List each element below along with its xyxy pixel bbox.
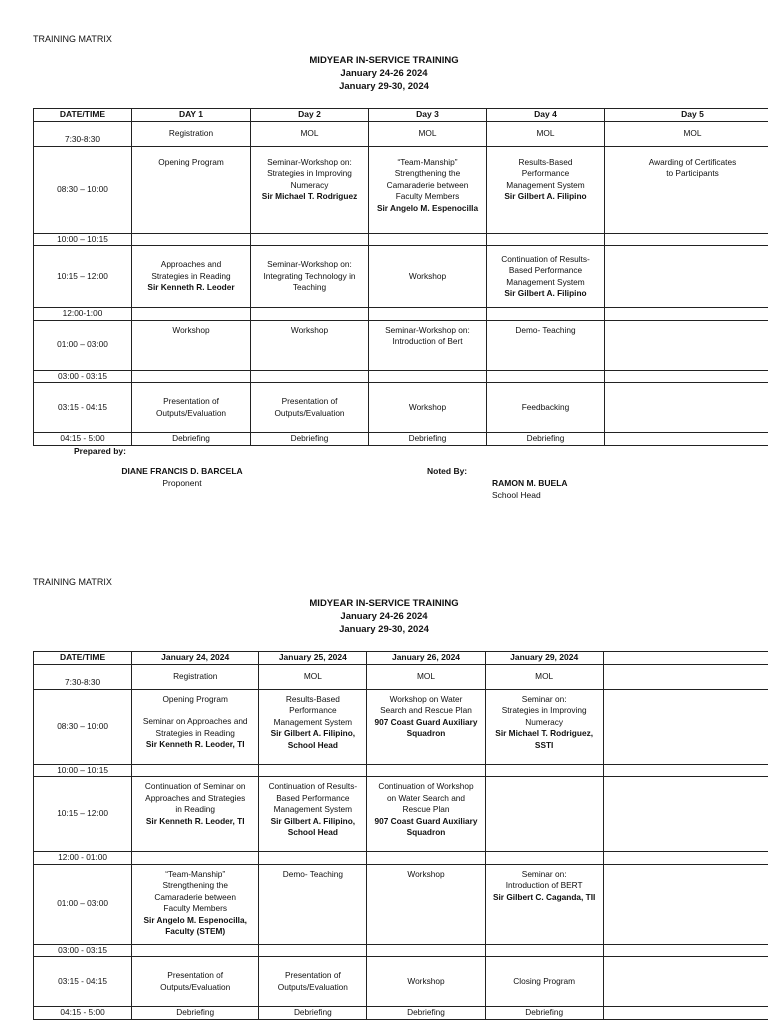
session-cell xyxy=(132,864,259,944)
facilitator-name: School Head xyxy=(287,739,338,750)
time-slot-cell: 10:00 – 10:15 xyxy=(34,233,132,246)
session-cell xyxy=(259,852,367,865)
session-text: MOL xyxy=(536,127,555,138)
training-matrix-label: TRAINING MATRIX xyxy=(33,577,112,587)
session-text: Debriefing xyxy=(290,433,329,443)
facilitator-name: Faculty (STEM) xyxy=(165,926,226,936)
schedule-row xyxy=(34,957,768,1007)
schedule-row xyxy=(34,1007,768,1020)
session-text: Results-Based xyxy=(285,693,340,704)
training-title: MIDYEAR IN-SERVICE TRAINING xyxy=(309,598,459,609)
session-text: in Reading xyxy=(175,804,216,814)
session-text: “Team-Manship” xyxy=(165,868,226,879)
session-cell xyxy=(367,864,485,944)
session-cell xyxy=(369,246,487,308)
time-slot-cell: 03:15 - 04:15 xyxy=(34,957,132,1007)
facilitator-name: SSTI xyxy=(534,739,554,750)
schedule-row xyxy=(34,944,768,957)
schedule-row xyxy=(34,121,768,146)
session-cell xyxy=(605,383,768,433)
time-slot-cell: 03:15 - 04:15 xyxy=(34,383,132,433)
prepared-by-name: DIANE FRANCIS D. BARCELA xyxy=(121,466,243,476)
session-text: to Participants xyxy=(666,168,719,178)
time-slot-cell: 10:15 – 12:00 xyxy=(34,777,132,852)
session-text: Workshop xyxy=(408,270,447,281)
time-slot-cell: 10:15 – 12:00 xyxy=(34,246,132,308)
session-cell xyxy=(487,146,605,233)
session-text: Seminar-Workshop on: xyxy=(267,259,352,270)
session-cell xyxy=(132,957,259,1007)
time-slot-cell: 03:00 - 03:15 xyxy=(34,944,132,957)
session-text: Outputs/Evaluation xyxy=(277,981,348,992)
schedule-row xyxy=(34,777,768,852)
session-text: Strengthening the xyxy=(162,880,228,890)
session-text: Workshop xyxy=(407,868,445,879)
session-cell xyxy=(259,664,367,689)
session-cell xyxy=(487,370,605,383)
session-cell xyxy=(369,146,487,233)
facilitator-name: Sir Angelo M. Espenocilla xyxy=(376,202,479,213)
session-cell xyxy=(367,852,485,865)
session-cell xyxy=(132,370,251,383)
session-text: Continuation of Workshop xyxy=(378,781,474,791)
session-cell xyxy=(605,246,768,308)
session-cell xyxy=(132,777,259,852)
session-cell xyxy=(132,320,251,370)
session-text: Numeracy xyxy=(525,716,564,727)
session-text: Outputs/Evaluation xyxy=(160,981,231,992)
session-cell xyxy=(605,146,768,233)
column-header-day-2: January 25, 2024 xyxy=(259,652,367,665)
session-text: MOL xyxy=(303,670,322,681)
session-cell xyxy=(132,121,251,146)
session-cell xyxy=(259,689,367,764)
facilitator-name: Sir Gilbert A. Filipino xyxy=(504,191,587,201)
session-text: Continuation of Results- xyxy=(501,253,590,264)
facilitator-name: 907 Coast Guard Auxiliary xyxy=(374,815,478,826)
column-header-day-1: January 24, 2024 xyxy=(132,652,259,665)
session-text: Management System xyxy=(506,276,585,287)
session-text: Approaches and xyxy=(160,259,222,270)
time-slot-cell: 04:15 - 5:00 xyxy=(34,433,132,446)
session-cell xyxy=(259,1007,367,1020)
session-text: Registration xyxy=(168,127,214,138)
noted-by-name: RAMON M. BUELA xyxy=(492,478,568,488)
session-text: Closing Program xyxy=(513,975,576,986)
training-title-block xyxy=(0,54,768,93)
session-cell xyxy=(487,246,605,308)
schedule-row xyxy=(34,689,768,764)
session-text: Seminar on: xyxy=(521,693,567,704)
session-cell xyxy=(251,433,369,446)
session-cell xyxy=(485,944,603,957)
facilitator-name: Squadron xyxy=(406,728,446,738)
prepared-by-role: Proponent xyxy=(162,478,202,488)
session-cell xyxy=(132,852,259,865)
facilitator-name: Sir Angelo M. Espenocilla, xyxy=(143,914,247,925)
time-slot-cell: 04:15 - 5:00 xyxy=(34,1007,132,1020)
session-cell xyxy=(603,777,768,852)
session-cell xyxy=(367,777,485,852)
time-slot-cell: 7:30-8:30 xyxy=(34,664,132,689)
session-cell xyxy=(369,383,487,433)
column-header-day-5: Day 5 xyxy=(605,109,768,122)
session-cell xyxy=(132,689,259,764)
session-cell xyxy=(132,146,251,233)
header-row xyxy=(34,109,768,122)
session-text: Continuation of Results- xyxy=(268,781,358,791)
session-text: MOL xyxy=(300,127,319,138)
session-cell xyxy=(485,664,603,689)
training-dates-line2: January 29-30, 2024 xyxy=(339,81,429,92)
session-cell xyxy=(605,370,768,383)
session-text: MOL xyxy=(535,670,554,681)
session-cell xyxy=(369,320,487,370)
session-cell xyxy=(251,233,369,246)
header-row xyxy=(34,652,768,665)
training-dates-line1: January 24-26 2024 xyxy=(340,611,428,622)
session-cell xyxy=(487,233,605,246)
schedule-row xyxy=(34,664,768,689)
schedule-row xyxy=(34,852,768,865)
session-cell xyxy=(603,1007,768,1020)
session-cell xyxy=(487,383,605,433)
time-slot-cell: 01:00 – 03:00 xyxy=(34,864,132,944)
session-cell xyxy=(367,764,485,777)
session-text: Rescue Plan xyxy=(402,804,450,814)
session-cell xyxy=(485,777,603,852)
training-title-block xyxy=(0,597,768,636)
session-text: Workshop xyxy=(408,401,447,412)
facilitator-name: Sir Gilbert A. Filipino, xyxy=(270,815,356,826)
session-text: Debriefing xyxy=(293,1007,332,1017)
session-cell xyxy=(487,308,605,321)
session-cell xyxy=(605,308,768,321)
session-cell xyxy=(369,308,487,321)
session-cell xyxy=(132,246,251,308)
column-header-date-time: DATE/TIME xyxy=(34,109,132,122)
session-cell xyxy=(369,121,487,146)
session-text: Demo- Teaching xyxy=(282,868,343,879)
session-cell xyxy=(132,308,251,321)
session-text: Presentation of xyxy=(163,396,219,406)
noted-by-label: Noted By: xyxy=(427,466,468,476)
time-slot-cell: 10:00 – 10:15 xyxy=(34,764,132,777)
session-cell xyxy=(367,944,485,957)
session-text: Debriefing xyxy=(407,1007,445,1017)
session-text: Teaching xyxy=(292,282,327,293)
training-dates-line1: January 24-26 2024 xyxy=(340,68,428,79)
session-cell xyxy=(605,433,768,446)
time-slot-cell: 08:30 – 10:00 xyxy=(34,689,132,764)
session-cell xyxy=(132,764,259,777)
session-text: Opening Program xyxy=(162,693,228,704)
session-text: Seminar on: xyxy=(521,868,567,879)
training-title: MIDYEAR IN-SERVICE TRAINING xyxy=(309,55,459,66)
facilitator-name: Sir Kenneth R. Leoder xyxy=(147,282,235,293)
session-text: Faculty Members xyxy=(163,903,228,913)
session-text: “Team-Manship” xyxy=(397,156,458,167)
facilitator-name: Sir Gilbert A. Filipino, xyxy=(270,728,356,738)
schedule-row xyxy=(34,320,768,370)
session-text: Integrating Technology in xyxy=(263,270,356,281)
session-cell xyxy=(603,764,768,777)
session-cell xyxy=(132,944,259,957)
facilitator-name: 907 Coast Guard Auxiliary xyxy=(374,716,478,727)
session-cell xyxy=(251,146,369,233)
session-cell xyxy=(603,852,768,865)
session-text: Management System xyxy=(273,804,353,814)
schedule-row xyxy=(34,764,768,777)
session-text: Introduction of BERT xyxy=(505,880,583,890)
session-text: Search and Rescue Plan xyxy=(380,705,472,715)
session-cell xyxy=(369,370,487,383)
session-cell xyxy=(367,1007,485,1020)
session-text: Outputs/Evaluation xyxy=(155,407,227,418)
session-text: Debriefing xyxy=(526,433,565,443)
schedule-row xyxy=(34,370,768,383)
session-cell xyxy=(605,233,768,246)
session-cell xyxy=(605,121,768,146)
training-dates-line2: January 29-30, 2024 xyxy=(339,624,429,635)
session-cell xyxy=(259,944,367,957)
session-text: Registration xyxy=(173,670,218,681)
session-text xyxy=(135,705,255,716)
session-cell xyxy=(485,689,603,764)
facilitator-name: Sir Michael T. Rodriguez xyxy=(261,191,358,201)
training-matrix-table xyxy=(33,108,768,446)
session-text: Feedbacking xyxy=(521,401,570,412)
session-text: Workshop xyxy=(172,324,210,335)
session-cell xyxy=(603,864,768,944)
session-cell xyxy=(132,1007,259,1020)
training-matrix-table xyxy=(33,651,768,1020)
session-cell xyxy=(485,957,603,1007)
facilitator-name: Sir Gilbert A. Filipino xyxy=(504,288,587,298)
session-cell xyxy=(132,383,251,433)
session-text: Demo- Teaching xyxy=(515,324,576,335)
schedule-row xyxy=(34,233,768,246)
facilitator-name: Sir Kenneth R. Leoder, TI xyxy=(145,815,245,826)
session-text: Approaches and Strategies xyxy=(145,792,246,803)
session-text: Presentation of xyxy=(281,396,338,406)
session-cell xyxy=(487,121,605,146)
session-text: Debriefing xyxy=(172,433,210,443)
session-cell xyxy=(132,664,259,689)
session-text: Camaraderie between xyxy=(154,891,237,902)
session-text: Seminar-Workshop on: xyxy=(267,156,352,167)
session-cell xyxy=(132,433,251,446)
session-text: Seminar on Approaches and xyxy=(142,716,248,726)
time-slot-cell: 03:00 - 03:15 xyxy=(34,370,132,383)
session-cell xyxy=(485,864,603,944)
session-text: Strategies in Reading xyxy=(151,270,231,281)
column-header-day-4: January 29, 2024 xyxy=(485,652,603,665)
time-slot-cell: 12:00 - 01:00 xyxy=(34,852,132,865)
facilitator-name: School Head xyxy=(287,827,338,837)
training-matrix-label: TRAINING MATRIX xyxy=(33,34,112,44)
session-cell xyxy=(259,864,367,944)
session-cell xyxy=(603,664,768,689)
column-header-day-5 xyxy=(603,652,768,665)
session-cell xyxy=(259,777,367,852)
session-cell xyxy=(603,944,768,957)
session-cell xyxy=(251,370,369,383)
session-cell xyxy=(369,233,487,246)
prepared-by-label: Prepared by: xyxy=(74,446,126,456)
column-header-day-3: January 26, 2024 xyxy=(367,652,485,665)
schedule-row xyxy=(34,864,768,944)
session-text: Performance xyxy=(521,168,570,178)
session-text: Strategies in Improving xyxy=(501,705,587,715)
session-cell xyxy=(369,433,487,446)
noted-by-role: School Head xyxy=(492,490,541,500)
session-text: Presentation of xyxy=(284,970,341,980)
column-header-day-1: DAY 1 xyxy=(132,109,251,122)
session-text: Numeracy xyxy=(290,179,329,190)
time-slot-cell: 7:30-8:30 xyxy=(34,121,132,146)
session-text: Faculty Members xyxy=(395,191,460,201)
session-cell xyxy=(132,233,251,246)
session-cell xyxy=(367,957,485,1007)
session-text: Seminar-Workshop on: xyxy=(385,324,470,335)
session-cell xyxy=(487,433,605,446)
session-text: Performance xyxy=(289,705,337,715)
session-text: Debriefing xyxy=(525,1007,564,1017)
time-slot-cell: 08:30 – 10:00 xyxy=(34,146,132,233)
schedule-row xyxy=(34,433,768,446)
session-cell xyxy=(251,121,369,146)
column-header-day-3: Day 3 xyxy=(369,109,487,122)
column-header-day-2: Day 2 xyxy=(251,109,369,122)
schedule-row xyxy=(34,308,768,321)
time-slot-cell: 01:00 – 03:00 xyxy=(34,320,132,370)
facilitator-name: Sir Kenneth R. Leoder, TI xyxy=(145,739,245,749)
session-text: Strategies in Improving xyxy=(267,168,352,178)
session-text: Results-Based xyxy=(518,156,573,167)
session-text: Outputs/Evaluation xyxy=(274,407,345,418)
session-cell xyxy=(251,308,369,321)
schedule-row xyxy=(34,146,768,233)
session-cell xyxy=(259,764,367,777)
column-header-day-4: Day 4 xyxy=(487,109,605,122)
session-cell xyxy=(485,852,603,865)
session-text: Management System xyxy=(273,716,353,727)
session-cell xyxy=(251,320,369,370)
session-cell xyxy=(485,1007,603,1020)
schedule-row xyxy=(34,383,768,433)
session-text: MOL xyxy=(417,670,435,681)
session-text: Based Performance xyxy=(276,792,350,803)
session-cell xyxy=(603,689,768,764)
session-text: Camaraderie between xyxy=(386,179,469,190)
session-text: Workshop xyxy=(290,324,329,335)
session-cell xyxy=(251,246,369,308)
session-cell xyxy=(605,320,768,370)
session-text: MOL xyxy=(683,127,702,138)
session-cell xyxy=(251,383,369,433)
session-cell xyxy=(487,320,605,370)
column-header-date-time: DATE/TIME xyxy=(34,652,132,665)
session-text: Presentation of xyxy=(167,970,224,980)
session-text: on Water Search and xyxy=(386,792,466,803)
session-cell xyxy=(259,957,367,1007)
facilitator-name: Sir Gilbert C. Caganda, TII xyxy=(492,891,596,902)
facilitator-name: Squadron xyxy=(406,827,446,837)
facilitator-name: Sir Michael T. Rodriguez, xyxy=(495,728,594,738)
time-slot-cell: 12:00-1:00 xyxy=(34,308,132,321)
session-text: Debriefing xyxy=(408,433,447,443)
session-text: Management System xyxy=(506,179,585,190)
session-text: Opening Program xyxy=(158,156,224,167)
session-text: MOL xyxy=(418,127,437,138)
session-cell xyxy=(367,664,485,689)
session-text: Workshop xyxy=(407,975,445,986)
session-text: Based Performance xyxy=(508,265,583,275)
schedule-row xyxy=(34,246,768,308)
session-cell xyxy=(485,764,603,777)
session-text: Introduction of Bert xyxy=(392,336,463,346)
session-text: Strategies in Reading xyxy=(155,727,235,738)
session-cell xyxy=(603,957,768,1007)
session-text: Strengthening the xyxy=(394,168,461,178)
session-text: Debriefing xyxy=(176,1007,215,1017)
session-text: Workshop on Water xyxy=(389,693,463,704)
session-cell xyxy=(367,689,485,764)
session-text: Awarding of Certificates xyxy=(648,156,737,167)
session-text: Continuation of Seminar on xyxy=(144,781,246,791)
